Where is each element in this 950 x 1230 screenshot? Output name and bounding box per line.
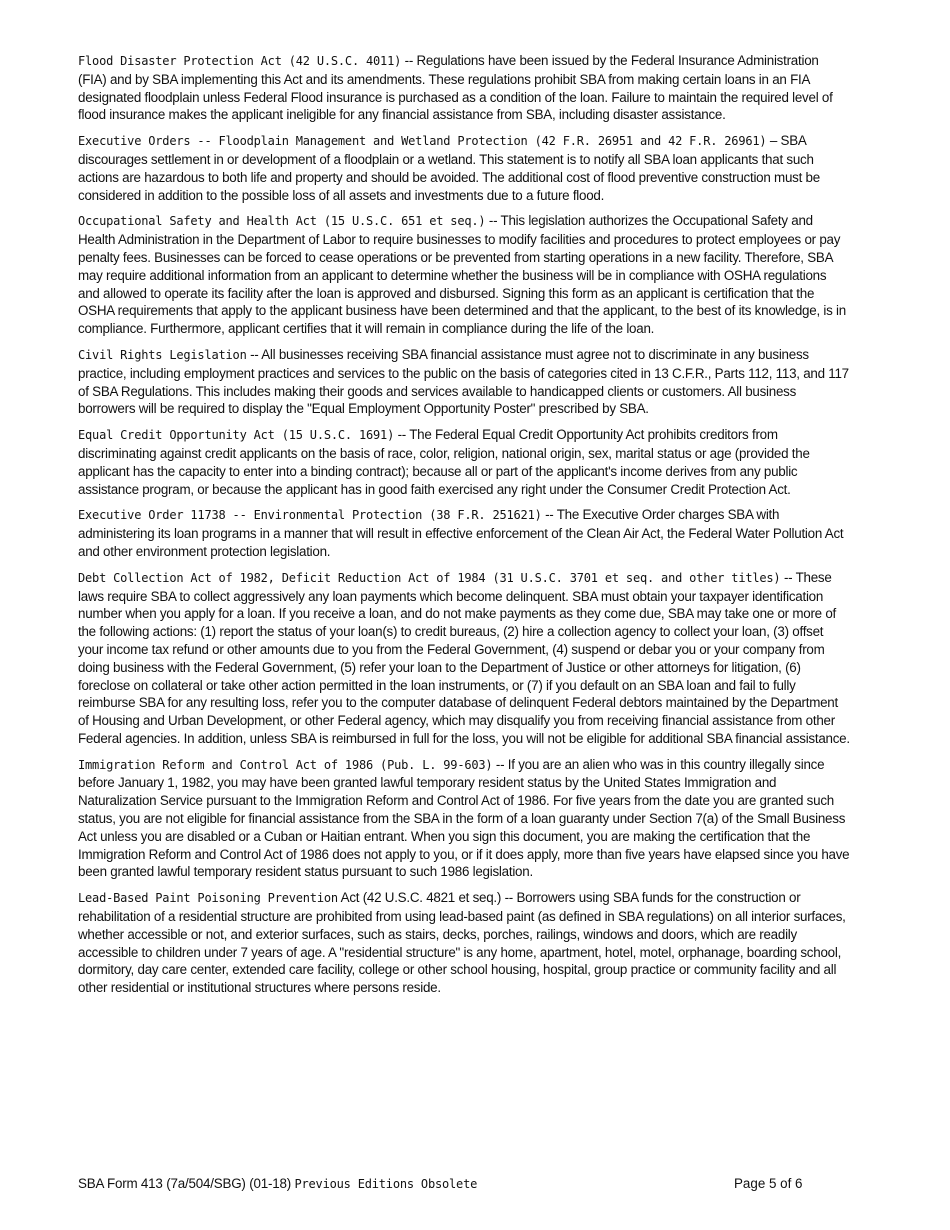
section-heading: Civil Rights Legislation: [78, 347, 247, 362]
section-body: Act (42 U.S.C. 4821 et seq.) -- Borrowers using SBA funds for the construction or rehabilitation of a residential structure are prohibited from using lead-based paint (as defined in SBA regulations) on all interior surfaces, whether accessible or not, and exterior surfaces, such as stairs, decks, porches, railings, windows and doors, which are readily accessible to children under 7 years of age. A "residential structure" is any home, apartment, hotel, motel, orphanage, boarding school, dormitory, day care center, extended care facility, college or other school housing, hospital, group practice or community facility and all other residential or institutional structures where persons reside.: [78, 890, 846, 996]
section-body: -- This legislation authorizes the Occupational Safety and Health Administration in the Department of Labor to require businesses to modify facilities and procedures to protect employees or pay penalty fees. Businesses can be forced to cease operations or be prevented from starting operations in a new facility. Therefore, SBA may require additional information from an applicant to determine whether the business will be in compliance with OSHA regulations and allowed to operate its facility after the loan is approved and disbursed. Signing this form as an applicant is certification that the OSHA requirements that apply to the applicant business have been determined and that the applicant, to the best of its knowledge, is in compliance. Furthermore, applicant certifies that it will remain in compliance during the life of the loan.: [78, 213, 846, 337]
footer-form-id: [78, 1176, 477, 1191]
section-civil-rights: [78, 346, 850, 418]
section-body: -- Regulations have been issued by the Federal Insurance Administration (FIA) and by SBA implementing this Act and its amendments. These regulations prohibit SBA from making certain loans in an FIA designated floodplain unless Federal Flood insurance is purchased as a condition of the loan. Failure to maintain the required level of flood insurance makes the applicant ineligible for any financial assistance from SBA, including disaster assistance.: [78, 53, 833, 123]
section-floodplain-wetland: [78, 132, 850, 204]
section-body: -- All businesses receiving SBA financial assistance must agree not to discriminate in any business practice, including employment practices and services to the public on the basis of categories cited in 13 C.F.R., Parts 112, 113, and 117 of SBA Regulations. This includes making their goods and services available to handicapped clients or customers. All business borrowers will be required to display the "Equal Employment Opportunity Poster" prescribed by SBA.: [78, 346, 849, 417]
section-body: – SBA discourages settlement in or development of a floodplain or a wetland. This statement is to notify all SBA loan applicants that such actions are hazardous to both life and property and should be avoided. The additional cost of flood preventive construction must be considered in addition to the possible loss of all assets and investments due to a future flood.: [78, 133, 820, 203]
edition-note: Previous Editions Obsolete: [294, 1177, 478, 1191]
section-lead-based-paint: [78, 889, 850, 997]
section-immigration-reform: [78, 756, 850, 882]
section-body: -- If you are an alien who was in this country illegally since before January 1, 1982, you may have been granted lawful temporary resident status by the United States Immigration and Naturalization Service pursuant to the Immigration Reform and Control Act of 1986. For five years from the date you are granted such status, you are not eligible for financial assistance from the SBA in the form of a loan guaranty under Section 7(a) of the Small Business Act unless you are disabled or a Cuban or Haitian entrant. When you sign this document, you are making the certification that the Immigration Reform and Control Act of 1986 does not apply to you, or if it does apply, more than five years have elapsed since you have been granted lawful temporary resident status pursuant to such 1986 legislation.: [78, 756, 850, 880]
form-number: SBA Form 413 (7a/504/SBG) (01-18): [78, 1176, 295, 1191]
document-body: [78, 52, 850, 1005]
section-debt-collection: [78, 569, 850, 748]
section-heading: Debt Collection Act of 1982, Deficit Reduction Act of 1984 (31 U.S.C. 3701 et seq. and other titles): [78, 570, 781, 585]
section-body: -- The Executive Order charges SBA with administering its loan programs in a manner that will result in effective enforcement of the Clean Air Act, the Federal Water Pollution Act and other environment protection legislation.: [78, 507, 844, 559]
section-osha: [78, 212, 850, 338]
section-equal-credit: [78, 426, 850, 498]
section-heading: Executive Order 11738 -- Environmental Protection (38 F.R. 251621): [78, 508, 542, 523]
page-number: Page 5 of 6: [734, 1176, 803, 1191]
section-body: -- The Federal Equal Credit Opportunity Act prohibits creditors from discriminating against credit applicants on the basis of race, color, religion, national origin, sex, marital status or age (provided the applicant has the capacity to enter into a binding contract); because all or part of the applicant's income derives from any public assistance program, or because the applicant has in good faith exercised any right under the Consumer Credit Protection Act.: [78, 427, 810, 497]
section-heading: Flood Disaster Protection Act (42 U.S.C. 4011): [78, 54, 402, 68]
section-heading: Equal Credit Opportunity Act (15 U.S.C. 1691): [78, 428, 395, 443]
section-flood-disaster-protection: [78, 52, 850, 124]
section-heading: Lead-Based Paint Poisoning Prevention: [78, 891, 338, 906]
section-heading: Executive Orders -- Floodplain Management and Wetland Protection (42 F.R. 26951 and 42 F.R. 26961): [78, 134, 767, 149]
section-body: -- These laws require SBA to collect aggressively any loan payments which become delinquent. SBA must obtain your taxpayer identification number when you apply for a loan. If you receive a loan, and do not make payments as they come due, SBA may take one or more of the following actions: (1) report the status of your loan(s) to credit bureaus, (2) hire a collection agency to collect your loan, (3) offset your income tax refund or other amounts due to you from the Federal Government, (4) suspend or debar you or your company from doing business with the Federal Government, (5) refer your loan to the Department of Justice or other attorneys for litigation, (6) foreclose on collateral or take other action permitted in the loan instruments, or (7) if you default on an SBA loan and fail to fully reimburse SBA for any resulting loss, refer you to the computer database of delinquent Federal debtors maintained by the Department of Housing and Urban Development, or other Federal agency, which may disqualify you from receiving financial assistance from other Federal agencies. In addition, unless SBA is reimbursed in full for the loss, you will not be eligible for additional SBA financial assistance.: [78, 569, 850, 746]
section-environmental-protection: [78, 506, 850, 560]
section-heading: Occupational Safety and Health Act (15 U.S.C. 651 et seq.): [78, 214, 486, 229]
section-heading: Immigration Reform and Control Act of 1986 (Pub. L. 99-603): [78, 757, 493, 772]
